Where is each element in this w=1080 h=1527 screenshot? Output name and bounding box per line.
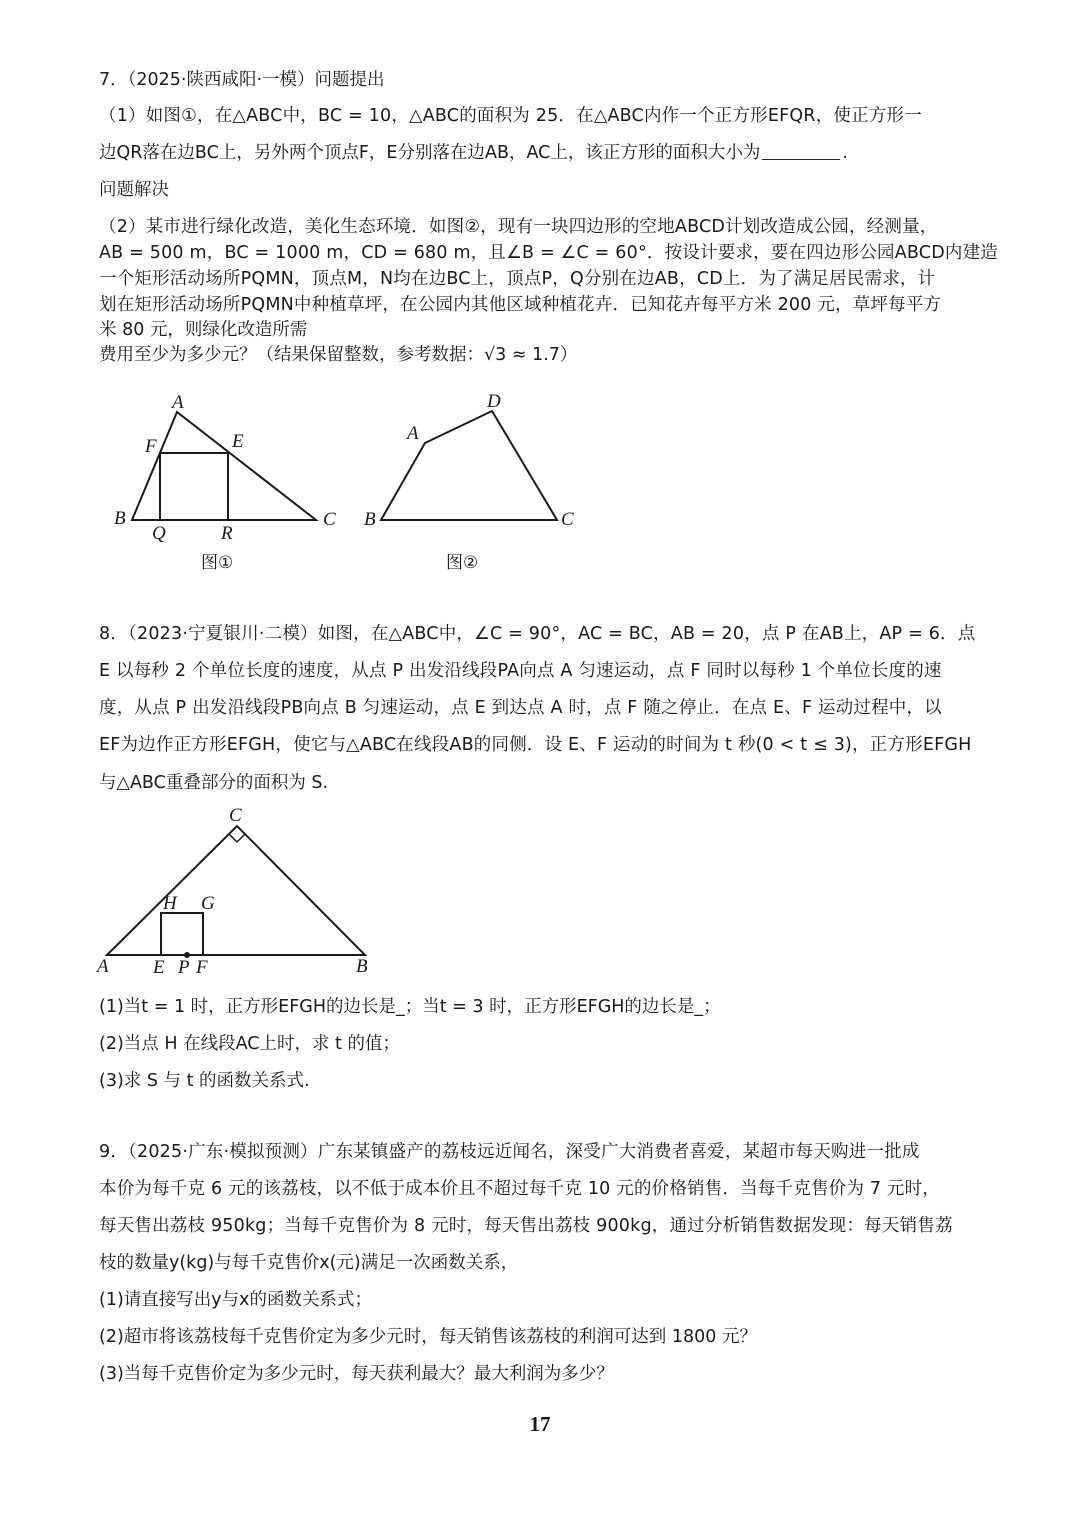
fig1-caption: 图①	[201, 553, 234, 573]
q7-header: 7．（2025·陕西咸阳·一模）问题提出	[99, 70, 385, 90]
fig2-caption: 图②	[446, 553, 479, 573]
q7-part1-line1: （1）如图①，在△ABC中，BC = 10，△ABC的面积为 25．在△ABC内作一个正方形EFQR，使正方形一	[99, 106, 922, 126]
q7-subheading: 问题解决	[99, 180, 169, 200]
q8-line3: 度，从点 P 出发沿线段PB向点 B 匀速运动，点 E 到达点 A 时，点 F 随之停止．在点 E、F 运动过程中，以	[99, 698, 942, 718]
fig3-label-f: F	[196, 957, 208, 978]
q7-part2-line5: 米 80 元，则绿化改造所需	[99, 320, 308, 340]
fig1-label-c: C	[323, 509, 336, 530]
fig3-label-g: G	[201, 893, 215, 914]
fig1-square-efqr	[160, 453, 228, 520]
q7-part2-line6: 费用至少为多少元？（结果保留整数，参考数据：√3 ≈ 1.7）	[99, 345, 578, 365]
q7-part2-line1: （2）某市进行绿化改造，美化生态环境．如图②，现有一块四边形的空地ABCD计划改造成公园，经测量，	[99, 217, 938, 237]
fig2-label-a: A	[407, 423, 419, 444]
fig3-label-e: E	[153, 957, 165, 978]
q7-part1-line2-end: .	[842, 143, 848, 163]
q9-line4: 枝的数量y(kg)与每千克售价x(元)满足一次函数关系，	[99, 1253, 519, 1273]
fig3-square-efgh	[161, 913, 203, 955]
fig2-label-c: C	[561, 509, 574, 530]
fig1-label-q: Q	[152, 523, 166, 544]
fig3-label-p: P	[178, 957, 190, 978]
fig1-label-f: F	[145, 436, 157, 457]
fig1-label-r: R	[221, 523, 233, 544]
q9-line3: 每天售出荔枝 950kg；当每千克售价为 8 元时，每天售出荔枝 900kg，通过分析销售数据发现：每天销售荔	[99, 1216, 953, 1236]
fig3-label-c: C	[229, 805, 242, 826]
q8-sub3: (3)求 S 与 t 的函数关系式.	[99, 1071, 310, 1091]
q7-part2-line2: AB = 500 m，BC = 1000 m，CD = 680 m，且∠B = ∠C = 60°．按设计要求，要在四边形公园ABCD内建造	[99, 243, 998, 263]
fig2-label-d: D	[487, 391, 501, 412]
q9-sub1: (1)请直接写出y与x的函数关系式；	[99, 1290, 373, 1310]
q7-part2-line4: 划在矩形活动场所PQMN中种植草坪，在公园内其他区域种植花卉．已知花卉每平方米 200 元，草坪每平方	[99, 295, 942, 315]
q8-line1: 8．（2023·宁夏银川·二模）如图，在△ABC中，∠C = 90°，AC = BC，AB = 20，点 P 在AB上，AP = 6．点	[99, 624, 976, 644]
q7-part1-line2-text: 边QR落在边BC上，另外两个顶点F，E分别落在边AB，AC上，该正方形的面积大小为	[99, 143, 761, 163]
fig3-label-b: B	[356, 956, 368, 977]
q9-sub3: (3)当每千克售价定为多少元时，每天获利最大？最大利润为多少？	[99, 1364, 614, 1384]
fig3-label-a: A	[97, 956, 109, 977]
fig1-label-b: B	[114, 508, 126, 529]
fig2-label-b: B	[364, 509, 376, 530]
q8-sub2: (2)当点 H 在线段AC上时，求 t 的值；	[99, 1034, 400, 1054]
q8-line4: EF为边作正方形EFGH，使它与△ABC在线段AB的同侧．设 E、F 运动的时间为 t 秒(0 < t ≤ 3)，正方形EFGH	[99, 735, 972, 755]
fig1-label-a: A	[172, 392, 184, 413]
q8-sub1: (1)当t = 1 时，正方形EFGH的边长是_；当t = 3 时，正方形EFGH的边长是_；	[99, 997, 721, 1017]
q9-line1: 9．（2025·广东·模拟预测）广东某镇盛产的荔枝远近闻名，深受广大消费者喜爱，某超市每天购进一批成	[99, 1142, 920, 1162]
q8-line2: E 以每秒 2 个单位长度的速度，从点 P 出发沿线段PA向点 A 匀速运动，点 F 同时以每秒 1 个单位长度的速	[99, 661, 942, 681]
q9-line2: 本价为每千克 6 元的该荔枝，以不低于成本价且不超过每千克 10 元的价格销售．当每千克售价为 7 元时，	[99, 1179, 941, 1199]
q7-part2-line3: 一个矩形活动场所PQMN，顶点M，N均在边BC上，顶点P，Q分别在边AB，CD上．为了满足居民需求，计	[99, 269, 936, 289]
q8-line5: 与△ABC重叠部分的面积为 S.	[99, 773, 329, 793]
q9-sub2: (2)超市将该荔枝每千克售价定为多少元时，每天销售该荔枝的利润可达到 1800 元？	[99, 1327, 757, 1347]
fig1-label-e: E	[232, 431, 244, 452]
fig3-right-angle-mark	[229, 834, 245, 842]
fig3-label-h: H	[163, 893, 177, 914]
page-number: 17	[529, 1412, 551, 1436]
fig3-triangle-abc	[107, 826, 365, 955]
